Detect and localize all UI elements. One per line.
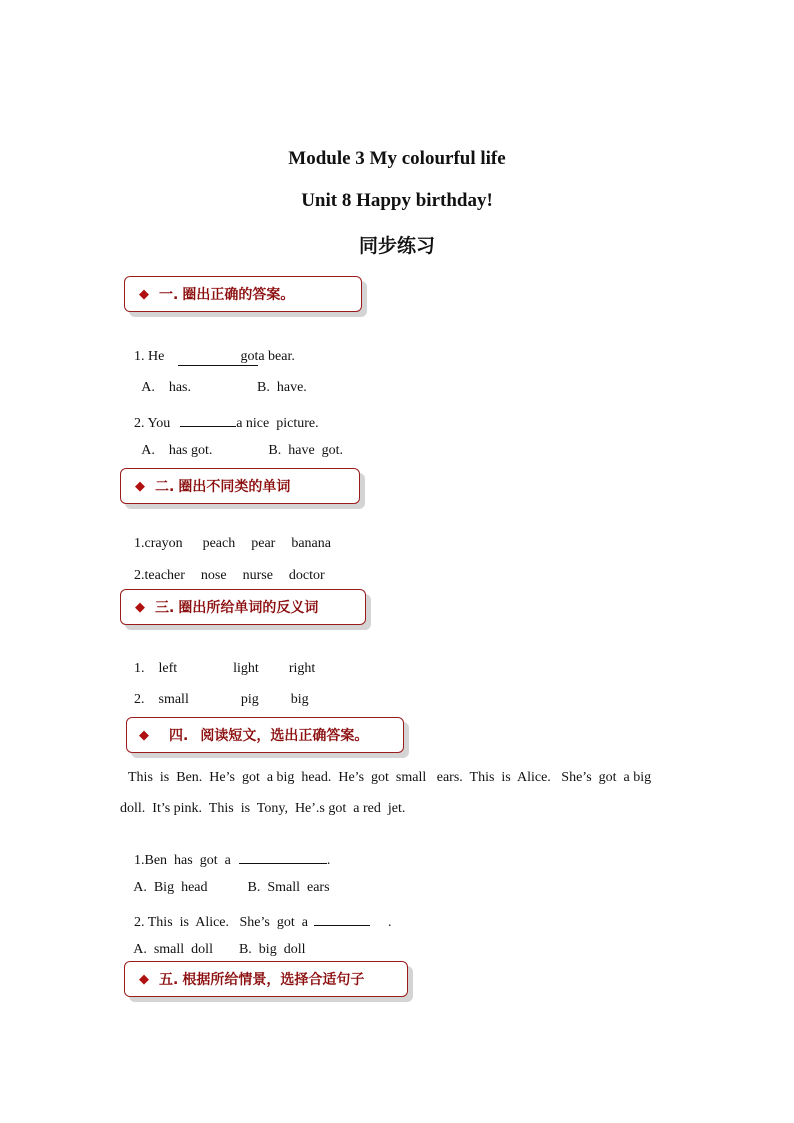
section-title: 圈出所给单词的反义词 [178,600,319,616]
blank-answer-text: got [240,349,259,364]
section-4-header [126,717,404,753]
diamond-icon: ◆ [139,971,149,987]
passage-line-1: This is Ben. He’s got a big head. He’s got small ears. This is Alice. She’s got a big [128,770,652,785]
option-b: B. big doll [238,942,306,957]
unit-title: Unit 8 Happy birthday! [301,190,493,211]
passage-line-2: doll. It’s pink. This is Tony, He’.s got a red jet. [120,801,406,816]
item-number: 2. [134,692,145,707]
question-text: a nice picture. [236,416,319,431]
answer-blank [180,412,236,427]
diamond-icon: ◆ [139,727,149,743]
word: pig [240,692,259,707]
answer-blank [314,911,370,926]
word: right [288,661,316,676]
word: nurse [242,568,273,583]
option-b: B. have got. [268,443,344,458]
option-a: A. has. [141,380,192,395]
option-b: B. have. [257,380,307,395]
section-number: 二. [155,479,175,495]
question-text: 1. He [134,349,165,364]
section-5-header [124,961,408,997]
section-number: 一. [159,287,179,303]
section-title: 圈出不同类的单词 [178,479,291,495]
word: left [158,661,178,676]
diamond-icon: ◆ [135,599,145,615]
item-number: 1. [134,661,145,676]
section-3-header [120,589,366,625]
section-2-header [120,468,360,504]
word: light [233,661,259,676]
question-text: a bear. [258,349,295,364]
word: big [290,692,309,707]
section-number: 四. [169,728,189,744]
section-number: 三. [155,600,175,616]
question-text: . [326,853,331,868]
question-text: 1.Ben has got a [134,853,231,868]
word: pear [251,536,276,551]
option-a: A. has got. [141,443,213,458]
question-text: 2. You [134,416,171,431]
section-title: 阅读短文，选出正确答案。 [200,728,369,744]
section-1-header [124,276,362,312]
word: small [158,692,189,707]
diamond-icon: ◆ [139,286,149,302]
question-text: 2. This is Alice. She’s got a [134,915,308,930]
word: banana [291,536,331,551]
option-b: B. Small ears [247,880,330,895]
section-title: 圈出正确的答案。 [182,287,295,303]
word: 2.teacher [134,568,185,583]
question-text: . [387,915,392,930]
option-a: A. small doll [133,942,213,957]
worksheet-subtitle: 同步练习 [358,235,435,257]
section-title: 根据所给情景，选择合适句子 [182,972,365,988]
word: nose [200,568,227,583]
module-title: Module 3 My colourful life [288,148,506,169]
section-number: 五. [159,972,179,988]
word: 1.crayon [134,536,183,551]
answer-blank [239,849,327,864]
word: doctor [288,568,325,583]
option-a: A. Big head [133,880,208,895]
word: peach [202,536,236,551]
diamond-icon: ◆ [135,478,145,494]
